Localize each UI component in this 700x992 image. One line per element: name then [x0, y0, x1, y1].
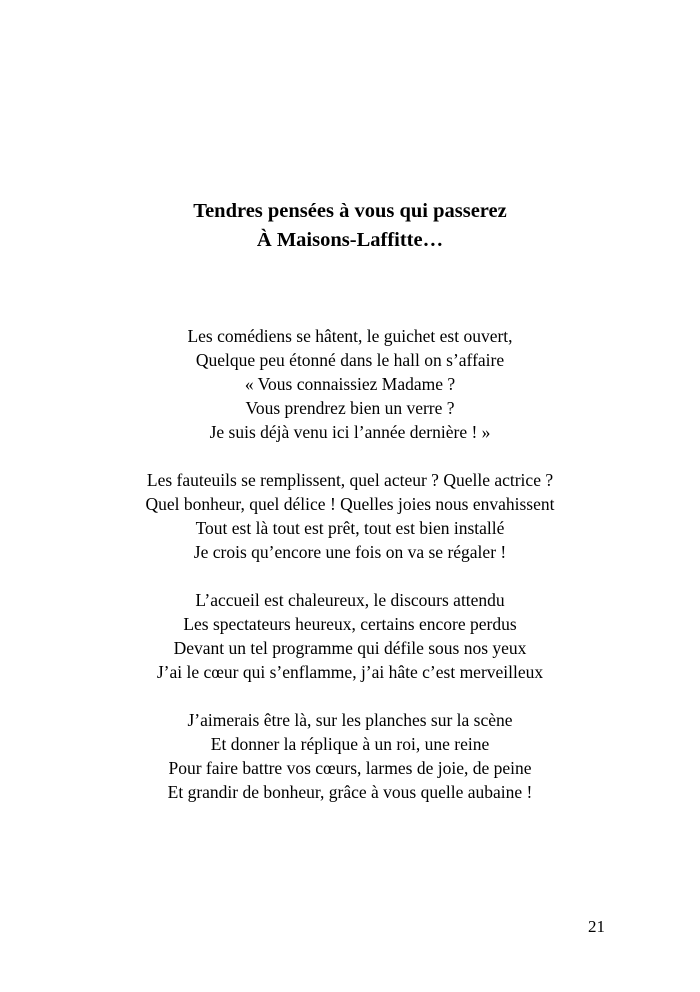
- verse: Quelque peu étonné dans le hall on s’affaire: [195, 350, 505, 370]
- stanza-3: [0, 588, 700, 684]
- verse: Et grandir de bonheur, grâce à vous quelle aubaine !: [167, 782, 533, 802]
- verse: Pour faire battre vos cœurs, larmes de joie, de peine: [168, 758, 532, 778]
- stanza-2: [0, 468, 700, 564]
- verse: Les spectateurs heureux, certains encore perdus: [183, 614, 517, 634]
- verse: Vous prendrez bien un verre ?: [245, 398, 455, 418]
- verse: Je suis déjà venu ici l’année dernière ! »: [209, 422, 491, 442]
- verse: Les fauteuils se remplissent, quel acteur ? Quelle actrice ?: [146, 470, 554, 490]
- verse: L’accueil est chaleureux, le discours attendu: [195, 590, 505, 610]
- verse: J’ai le cœur qui s’enflamme, j’ai hâte c’est merveilleux: [156, 662, 544, 682]
- verse: Et donner la réplique à un roi, une reine: [210, 734, 490, 754]
- verse: Les comédiens se hâtent, le guichet est ouvert,: [187, 326, 513, 346]
- verse: Je crois qu’encore une fois on va se régaler !: [193, 542, 507, 562]
- title-line-1: Tendres pensées à vous qui passerez: [193, 200, 507, 222]
- title-line-2: À Maisons-Laffitte…: [256, 229, 444, 251]
- stanza-1: [0, 324, 700, 444]
- verse: J’aimerais être là, sur les planches sur la scène: [187, 710, 513, 730]
- page-number: 21: [588, 917, 605, 936]
- verse: Tout est là tout est prêt, tout est bien installé: [195, 518, 505, 538]
- poem-body: [0, 324, 700, 828]
- verse: Quel bonheur, quel délice ! Quelles joies nous envahissent: [145, 494, 555, 514]
- poem-title: [0, 197, 700, 255]
- verse: Devant un tel programme qui défile sous nos yeux: [173, 638, 527, 658]
- stanza-4: [0, 708, 700, 804]
- verse: « Vous connaissiez Madame ?: [244, 374, 456, 394]
